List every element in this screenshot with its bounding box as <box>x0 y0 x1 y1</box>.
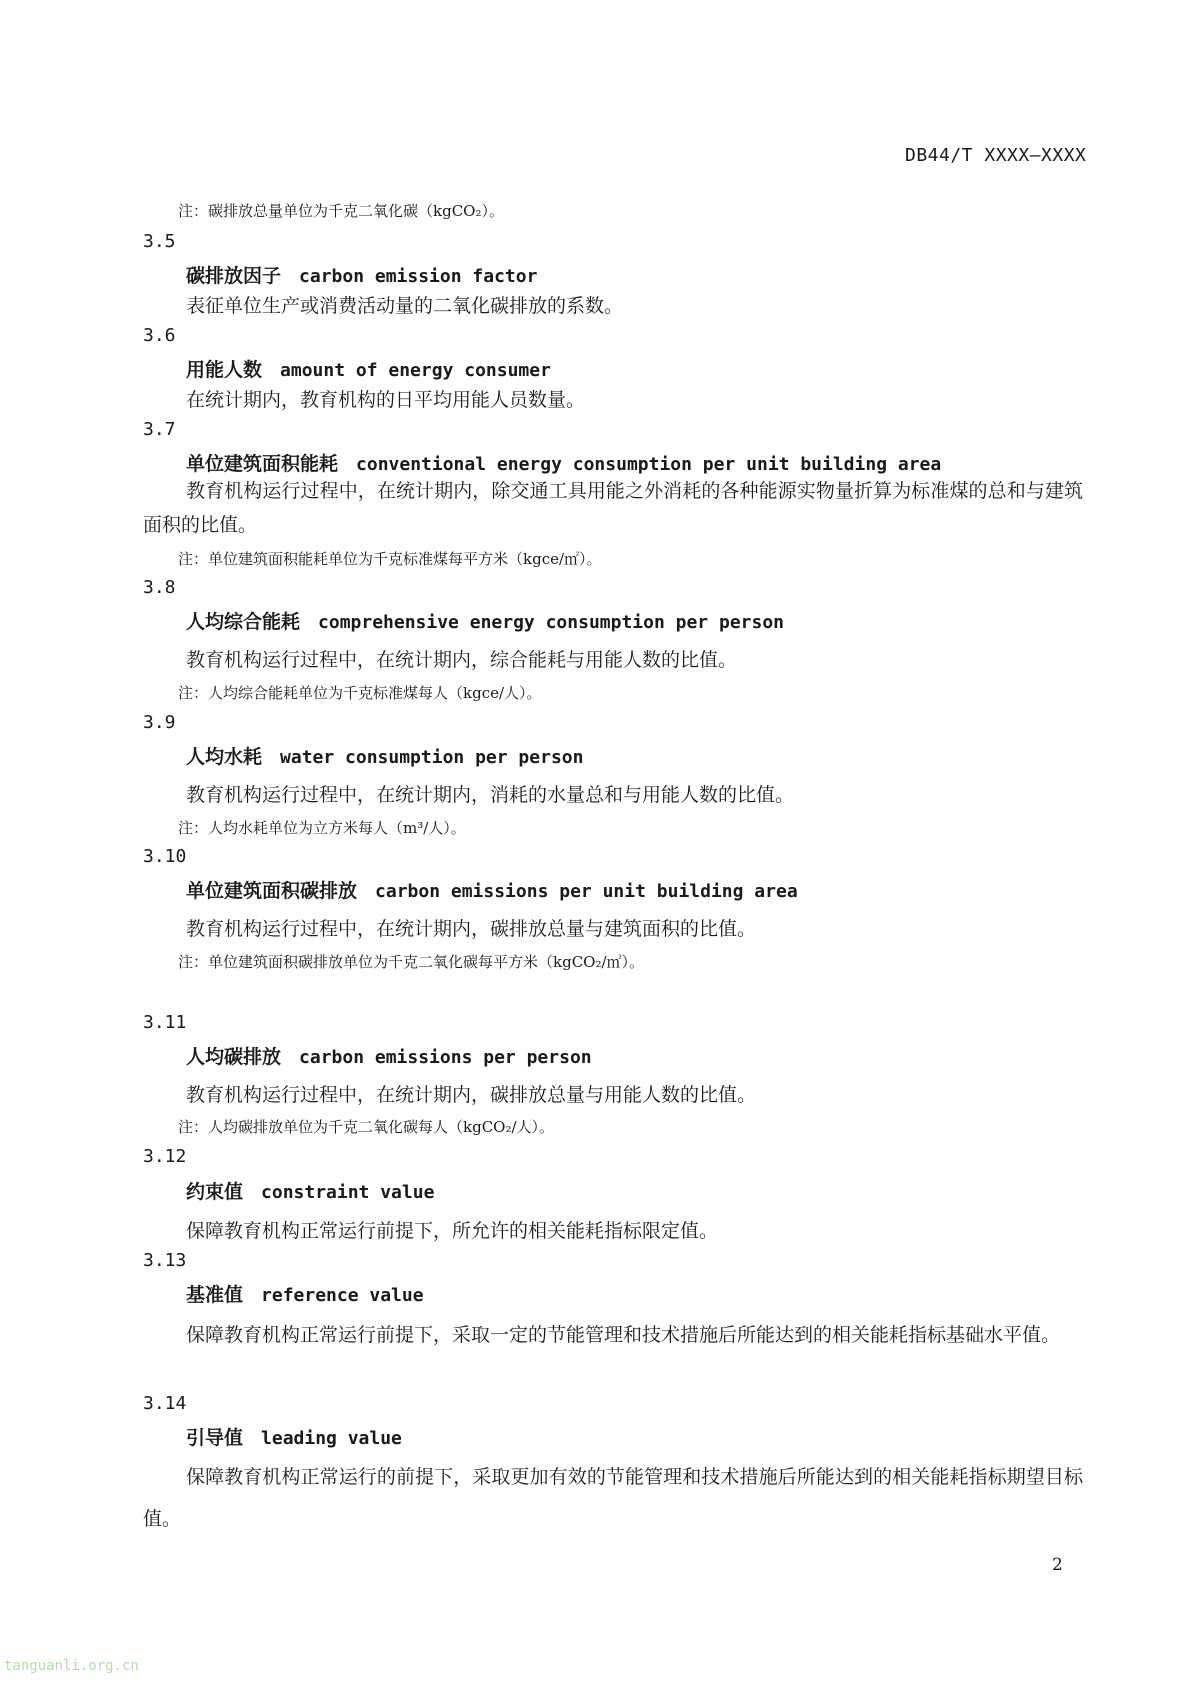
term-zh: 碳排放因子 <box>186 265 282 287</box>
term-zh: 人均碳排放 <box>186 1046 282 1068</box>
definition-3-11: 教育机构运行过程中，在统计期内，碳排放总量与用能人数的比值。 <box>186 1084 757 1106</box>
section-number-3-8: 3.8 <box>143 577 176 598</box>
term-3-14 <box>186 1423 402 1450</box>
term-en: conventional energy consumption per unit building area <box>356 454 942 475</box>
term-3-5 <box>186 261 537 288</box>
term-zh: 人均综合能耗 <box>186 611 301 633</box>
section-number-3-12: 3.12 <box>143 1146 187 1167</box>
term-3-8 <box>186 607 784 634</box>
definition-3-9: 教育机构运行过程中，在统计期内，消耗的水量总和与用能人数的比值。 <box>186 784 795 806</box>
term-en: carbon emissions per unit building area <box>375 881 798 902</box>
term-zh: 单位建筑面积能耗 <box>186 453 339 475</box>
definition-3-5: 表征单位生产或消费活动量的二氧化碳排放的系数。 <box>186 295 624 317</box>
term-zh: 引导值 <box>186 1427 244 1449</box>
watermark: tanguanli.org.cn <box>4 1658 139 1674</box>
section-number-3-14: 3.14 <box>143 1393 187 1414</box>
term-zh: 用能人数 <box>186 359 263 381</box>
term-en: comprehensive energy consumption per person <box>318 612 785 633</box>
term-en: constraint value <box>261 1182 435 1203</box>
section-number-3-6: 3.6 <box>143 325 176 346</box>
definition-3-12: 保障教育机构正常运行前提下，所允许的相关能耗指标限定值。 <box>186 1220 719 1242</box>
section-number-3-13: 3.13 <box>143 1250 187 1271</box>
note-3-7: 注：单位建筑面积能耗单位为千克标准煤每平方米（kgce/㎡）。 <box>178 550 602 568</box>
section-number-3-9: 3.9 <box>143 712 176 733</box>
document-code: DB44/T XXXX—XXXX <box>905 145 1087 166</box>
note-carbon-total: 注：碳排放总量单位为千克二氧化碳（kgCO₂）。 <box>178 202 504 220</box>
section-number-3-5: 3.5 <box>143 231 176 252</box>
term-zh: 人均水耗 <box>186 746 263 768</box>
term-3-13 <box>186 1280 424 1307</box>
term-en: carbon emission factor <box>299 266 538 287</box>
term-en: amount of energy consumer <box>280 360 551 381</box>
term-3-9 <box>186 742 583 769</box>
term-zh: 基准值 <box>186 1284 244 1306</box>
note-3-10: 注：单位建筑面积碳排放单位为千克二氧化碳每平方米（kgCO₂/㎡）。 <box>178 953 645 971</box>
term-zh: 约束值 <box>186 1181 244 1203</box>
term-en: carbon emissions per person <box>299 1047 592 1068</box>
term-3-7 <box>186 449 941 476</box>
note-3-11: 注：人均碳排放单位为千克二氧化碳每人（kgCO₂/人）。 <box>178 1118 555 1136</box>
term-en: water consumption per person <box>280 747 584 768</box>
definition-3-7: 教育机构运行过程中，在统计期内，除交通工具用能之外消耗的各种能源实物量折算为标准煤的总和与建筑面积的比值。 <box>143 480 1083 536</box>
term-3-6 <box>186 355 551 382</box>
page-number: 2 <box>1052 1555 1063 1575</box>
note-3-8: 注：人均综合能耗单位为千克标准煤每人（kgce/人）。 <box>178 684 542 702</box>
definition-3-13: 保障教育机构正常运行前提下，采取一定的节能管理和技术措施后所能达到的相关能耗指标基础水平值。 <box>186 1324 1061 1346</box>
section-number-3-11: 3.11 <box>143 1012 187 1033</box>
term-3-12 <box>186 1177 434 1204</box>
term-3-10 <box>186 876 798 903</box>
definition-3-6: 在统计期内，教育机构的日平均用能人员数量。 <box>186 389 586 411</box>
section-number-3-7: 3.7 <box>143 419 176 440</box>
term-zh: 单位建筑面积碳排放 <box>186 880 358 902</box>
definition-3-10: 教育机构运行过程中，在统计期内，碳排放总量与建筑面积的比值。 <box>186 918 757 940</box>
note-3-9: 注：人均水耗单位为立方米每人（m³/人）。 <box>178 819 466 837</box>
term-en: reference value <box>261 1285 424 1306</box>
definition-3-8: 教育机构运行过程中，在统计期内，综合能耗与用能人数的比值。 <box>186 649 738 671</box>
term-3-11 <box>186 1042 592 1069</box>
section-number-3-10: 3.10 <box>143 846 187 867</box>
term-en: leading value <box>261 1428 402 1449</box>
definition-3-14: 保障教育机构正常运行的前提下，采取更加有效的节能管理和技术措施后所能达到的相关能耗指标期望目标值。 <box>143 1466 1083 1530</box>
